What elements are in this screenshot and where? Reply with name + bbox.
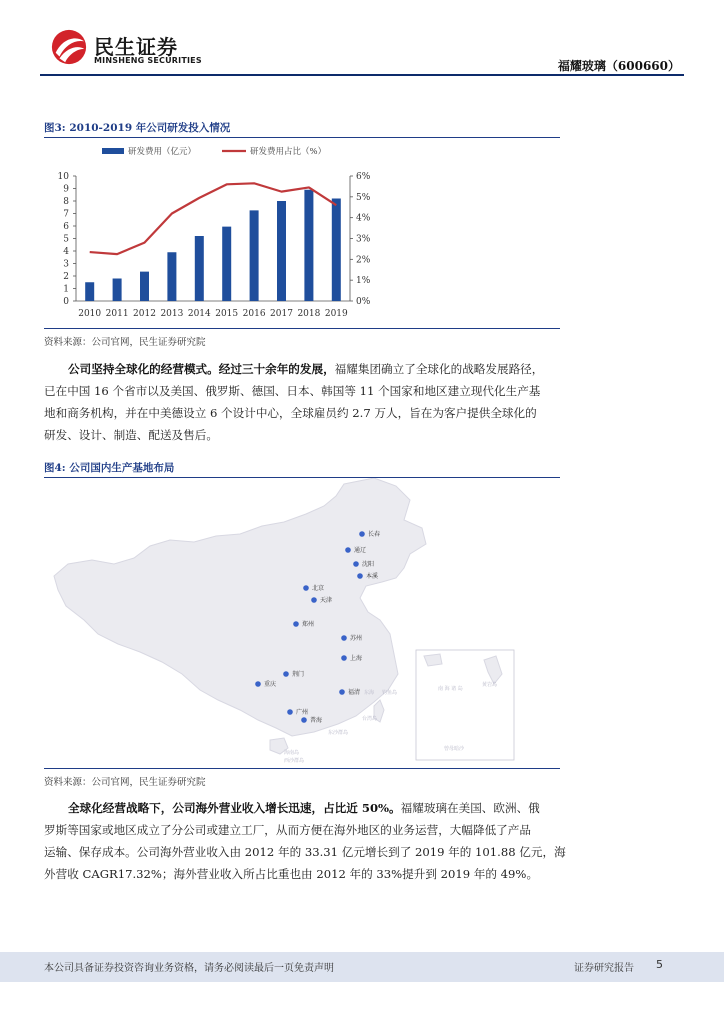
para2-line-4: 外营收 CAGR17.32%；海外营业收入所占比重也由 2012 年的 33%提升到 2019 年的 49%。	[44, 867, 539, 881]
minsheng-logo-icon	[50, 28, 88, 66]
logo-text-cn: 民生证券	[94, 35, 178, 59]
y-left-tick-label: 0	[63, 297, 69, 307]
china-mainland-shape	[54, 478, 426, 736]
rd-expense-bar	[332, 199, 341, 302]
svg-text:苏州: 苏州	[350, 635, 363, 642]
chart-bars	[85, 190, 341, 301]
rd-expense-bar	[85, 282, 94, 301]
svg-text:长春: 长春	[368, 531, 381, 538]
inset-label-islands: 南 海 诸 岛	[438, 686, 463, 692]
y-left-tick-label: 6	[63, 222, 69, 232]
para1-line-3: 地和商务机构，并在中美德设立 6 个设计中心，全球雇员约 2.7 万人，旨在为客户提供全球化的	[44, 406, 537, 420]
x-tick-label: 2018	[297, 309, 321, 319]
y-left-tick-label: 3	[63, 259, 69, 270]
map-label-east-sea: 东海	[364, 690, 375, 696]
para1-line-4: 研发、设计、制造、配送及售后。	[44, 428, 218, 442]
y-right-tick-label: 1%	[356, 276, 371, 287]
para1-line-2: 已在中国 16 个省市以及美国、俄罗斯、德国、日本、韩国等 11 个国家和地区建立现代化生产基	[44, 384, 541, 398]
rd-expense-bar	[277, 201, 286, 301]
y-right-tick-label: 5%	[356, 192, 371, 203]
svg-text:北京: 北京	[312, 585, 325, 592]
map-label-diaoyu: 钓鱼岛	[382, 690, 398, 696]
y-right-tick-label: 2%	[356, 255, 371, 266]
chart-legend	[102, 146, 326, 157]
para1-line-1: 福耀集团确立了全球化的战略发展路径，	[334, 362, 544, 376]
production-base-map	[44, 478, 560, 768]
svg-text:福清: 福清	[348, 689, 361, 696]
x-tick-label: 2011	[105, 309, 129, 319]
y-right-tick-label: 3%	[356, 234, 371, 245]
y-right-tick-label: 6%	[356, 172, 371, 182]
rd-expense-bar	[140, 272, 149, 301]
figure4-bottom-rule	[44, 768, 560, 769]
svg-text:广州: 广州	[296, 709, 309, 716]
legend-label-line: 研发费用占比（%）	[250, 147, 327, 157]
paragraph-overseas-lead: 全球化经营战略下，公司海外营业收入增长迅速，占比近 50%。	[68, 801, 401, 815]
rd-expense-bar	[304, 190, 313, 301]
y-right-tick-label: 4%	[356, 213, 371, 224]
rd-expense-bar	[195, 236, 204, 301]
x-tick-label: 2017	[270, 309, 293, 319]
footer-report-type: 证券研究报告	[574, 963, 634, 974]
legend-label-bar: 研发费用（亿元）	[128, 147, 197, 157]
svg-text:上海: 上海	[350, 655, 363, 662]
svg-text:荆门: 荆门	[292, 671, 305, 678]
figure3-source: 资料来源：公司官网，民生证券研究院	[44, 337, 206, 348]
y-left-tick-label: 2	[63, 272, 69, 282]
y-left-tick-label: 8	[63, 197, 69, 207]
x-tick-label: 2010	[78, 309, 102, 319]
figure4-source: 资料来源：公司官网，民生证券研究院	[44, 777, 206, 788]
header-divider	[40, 74, 684, 76]
inset-label-huangyan: 黄岩岛	[482, 682, 498, 688]
x-tick-label: 2014	[187, 309, 211, 319]
map-label-xisha: 西沙群岛	[284, 758, 305, 764]
y-left-tick-label: 9	[63, 184, 69, 195]
rd-expense-bar	[250, 210, 259, 301]
rd-expense-bar	[222, 227, 231, 301]
figure3-title: 图3: 2010-2019 年公司研发投入情况	[44, 122, 231, 134]
chart-axes	[58, 172, 371, 319]
map-label-hainan: 海南岛	[284, 750, 300, 756]
y-right-tick-label: 0%	[356, 297, 371, 307]
x-tick-label: 2012	[133, 309, 156, 319]
inset-label-zengmu: 曾母暗沙	[444, 746, 465, 752]
figure3-top-rule	[44, 137, 560, 138]
footer-disclaimer: 本公司具备证券投资咨询业务资格，请务必阅读最后一页免责声明	[44, 963, 334, 974]
rd-ratio-line	[90, 183, 337, 254]
legend-swatch-bar	[102, 148, 124, 154]
para2-line-2: 罗斯等国家或地区成立了分公司或建立工厂，从而方便在海外地区的业务运营，大幅降低了产品	[44, 823, 531, 837]
y-left-tick-label: 1	[63, 284, 69, 295]
y-left-tick-label: 5	[63, 234, 69, 245]
para2-line-1: 福耀玻璃在美国、欧洲、俄	[400, 801, 540, 815]
x-tick-label: 2015	[215, 309, 239, 319]
x-tick-label: 2013	[160, 309, 184, 319]
paragraph-globalization-lead: 公司坚持全球化的经营模式。经过三十余年的发展，	[68, 362, 335, 376]
figure4-title: 图4: 公司国内生产基地布局	[44, 462, 175, 474]
y-left-tick-label: 7	[63, 209, 69, 220]
svg-text:本溪: 本溪	[366, 573, 379, 580]
map-label-taiwan: 台湾岛	[362, 716, 378, 722]
map-label-dongsha: 东沙群岛	[328, 730, 349, 736]
svg-text:重庆: 重庆	[264, 681, 277, 688]
rd-investment-chart	[44, 140, 564, 326]
svg-text:通辽: 通辽	[354, 547, 367, 554]
svg-text:普海: 普海	[310, 717, 323, 724]
rd-expense-bar	[113, 279, 122, 302]
y-left-tick-label: 4	[63, 247, 69, 257]
para2-line-3: 运输、保存成本。公司海外营业收入由 2012 年的 33.31 亿元增长到了 2019 年的 101.88 亿元，海	[44, 845, 566, 859]
x-tick-label: 2016	[242, 309, 266, 319]
y-left-tick-label: 10	[57, 172, 69, 182]
paragraph-overseas	[44, 797, 680, 885]
svg-text:郑州: 郑州	[302, 621, 315, 628]
figure3-bottom-rule	[44, 328, 560, 329]
page-number: 5	[656, 958, 663, 971]
rd-expense-bar	[167, 252, 176, 301]
chart-line-series	[90, 183, 337, 254]
logo-text-en: MINSHENG SECURITIES	[94, 56, 202, 65]
x-tick-label: 2019	[324, 309, 348, 319]
svg-text:天津: 天津	[320, 597, 333, 604]
svg-text:沈阳: 沈阳	[362, 561, 375, 568]
company-ticker: 福耀玻璃（600660）	[557, 59, 680, 73]
paragraph-globalization	[44, 358, 680, 446]
